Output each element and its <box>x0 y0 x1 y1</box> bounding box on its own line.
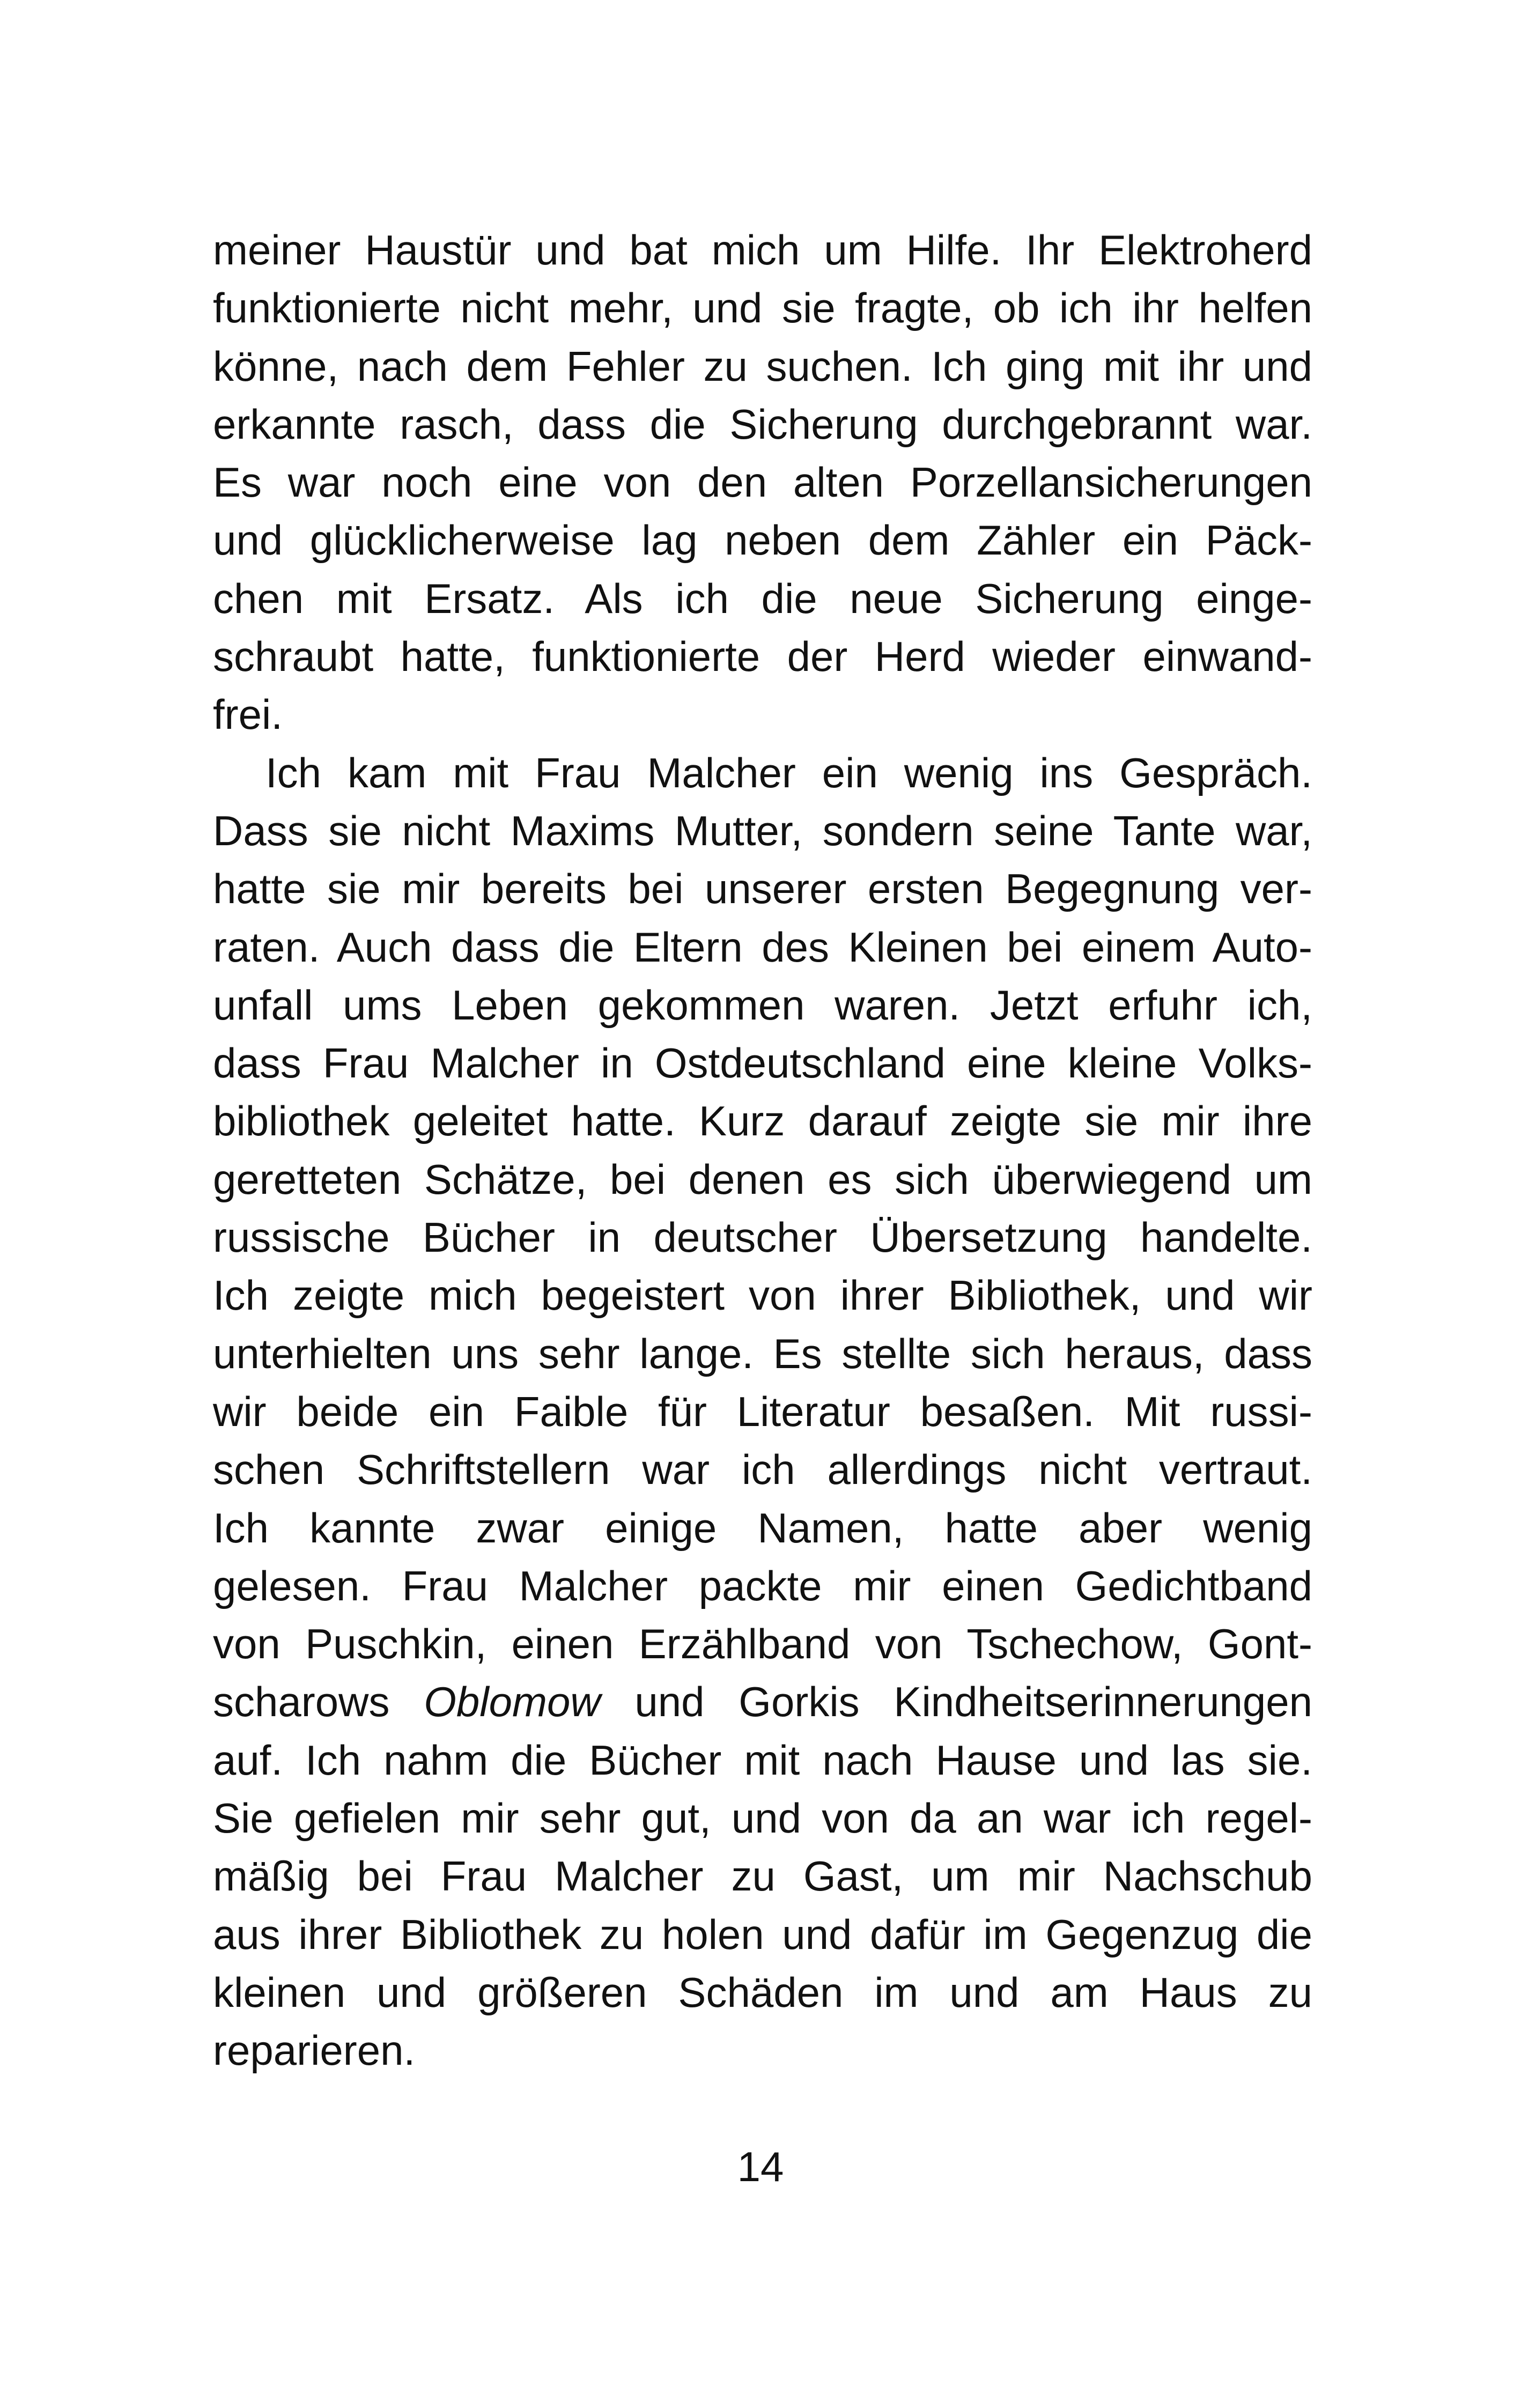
text-line: dass Frau Malcher in Ostdeutschland eine kleine Volks- <box>213 1039 1312 1087</box>
text-line: unfall ums Leben gekommen waren. Jetzt erfuhr ich, <box>213 981 1312 1029</box>
text-line: frei. <box>213 691 283 738</box>
text-line: meiner Haustür und bat mich um Hilfe. Ihr Elektroherd <box>213 226 1312 274</box>
text-line: unterhielten uns sehr lange. Es stellte sich heraus, dass <box>213 1329 1312 1377</box>
text-line: erkannte rasch, dass die Sicherung durchgebrannt war. <box>213 400 1312 448</box>
text-line: aus ihrer Bibliothek zu holen und dafür im Gegenzug die <box>213 1910 1312 1958</box>
text-line: Ich kam mit Frau Malcher ein wenig ins Gespräch. <box>265 749 1312 796</box>
text-line: reparieren. <box>213 2027 416 2074</box>
text-line: funktionierte nicht mehr, und sie fragte, ob ich ihr helfen <box>213 284 1312 332</box>
text-line: kleinen und größeren Schäden im und am Haus zu <box>213 1968 1312 2016</box>
text-line: hatte sie mir bereits bei unserer ersten Begegnung ver- <box>213 865 1312 913</box>
text-line: chen mit Ersatz. Als ich die neue Sicherung einge- <box>213 574 1312 622</box>
page-number: 14 <box>737 2143 784 2190</box>
text-line: Ich kannte zwar einige Namen, hatte aber wenig <box>213 1504 1312 1552</box>
text-line: russische Bücher in deutscher Übersetzung handelte. <box>213 1214 1312 1261</box>
text-line: raten. Auch dass die Eltern des Kleinen bei einem Auto- <box>213 923 1312 971</box>
paragraph <box>213 221 1312 744</box>
text-line: könne, nach dem Fehler zu suchen. Ich ging mit ihr und <box>213 342 1312 390</box>
text-line: mäßig bei Frau Malcher zu Gast, um mir Nachschub <box>213 1852 1312 1900</box>
paragraph <box>213 744 1312 2080</box>
text-line: bibliothek geleitet hatte. Kurz darauf zeigte sie mir ihre <box>213 1097 1312 1145</box>
text-line: gelesen. Frau Malcher packte mir einen Gedichtband <box>213 1562 1312 1609</box>
text-line: Es war noch eine von den alten Porzellansicherungen <box>213 459 1312 506</box>
text-line: scharows Oblomow und Gorkis Kindheitserinnerungen <box>213 1678 1312 1726</box>
text-line: geretteten Schätze, bei denen es sich überwiegend um <box>213 1155 1312 1203</box>
text-line: schen Schriftstellern war ich allerdings nicht vertraut. <box>213 1446 1312 1494</box>
book-title-italic: Oblomow <box>424 1678 601 1726</box>
text-line: und glücklicherweise lag neben dem Zähler ein Päck- <box>213 516 1312 564</box>
text-line: schraubt hatte, funktionierte der Herd wieder einwand- <box>213 633 1312 681</box>
body-text <box>213 221 1312 2080</box>
text-line: Sie gefielen mir sehr gut, und von da an war ich regel- <box>213 1794 1312 1842</box>
text-line: Ich zeigte mich begeistert von ihrer Bibliothek, und wir <box>213 1272 1312 1319</box>
text-line: wir beide ein Faible für Literatur besaßen. Mit russi- <box>213 1387 1312 1435</box>
text-line: Dass sie nicht Maxims Mutter, sondern seine Tante war, <box>213 807 1312 854</box>
text-line: auf. Ich nahm die Bücher mit nach Hause und las sie. <box>213 1736 1312 1784</box>
text-line: von Puschkin, einen Erzählband von Tschechow, Gont- <box>213 1620 1312 1668</box>
